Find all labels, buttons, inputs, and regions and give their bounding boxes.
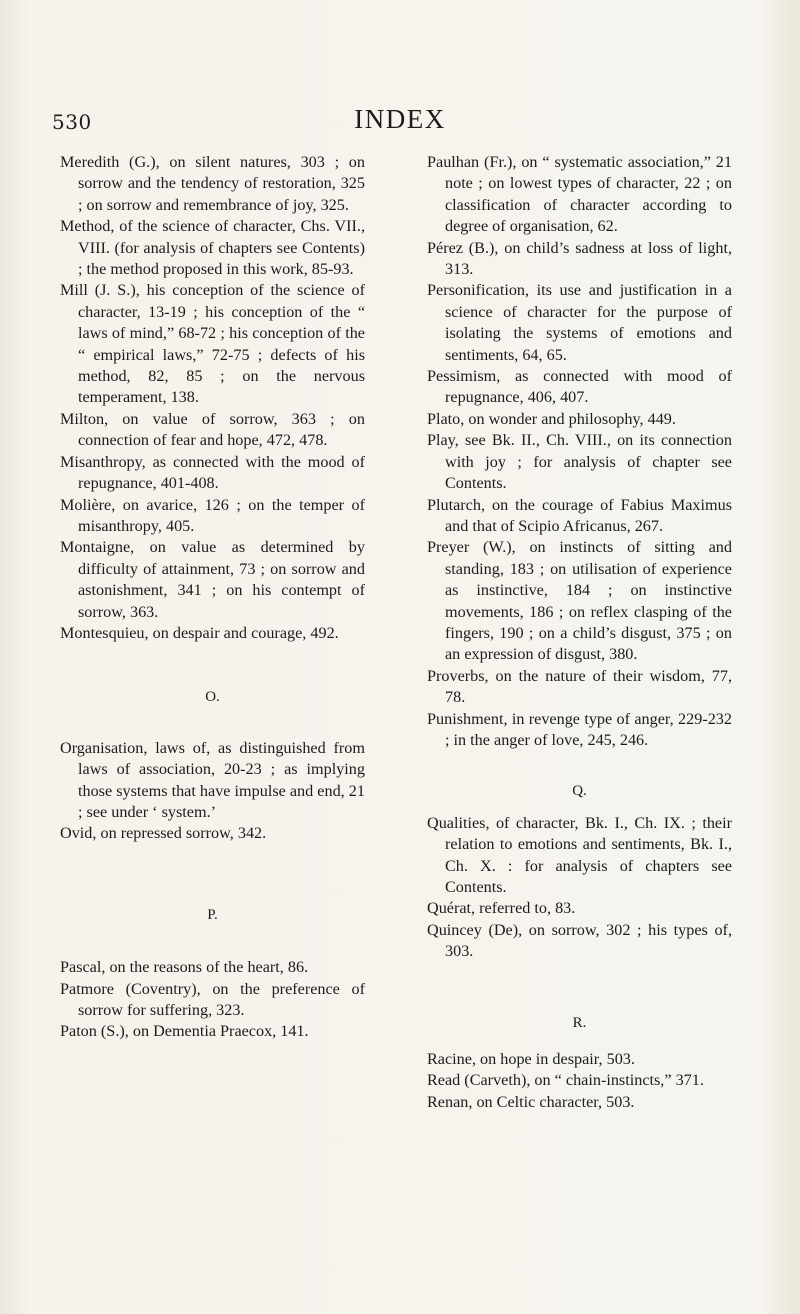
index-entry: Paulhan (Fr.), on “ systematic association,” 21 note ; on lowest types of character, 22 ; on classification of character according to degree of organisation, 62. [427,153,732,236]
index-entry: Punishment, in revenge type of anger, 229-232 ; in the anger of love, 245, 246. [427,709,732,749]
index-entry: Montesquieu, on despair and courage, 492. [60,623,339,642]
index-entry: Plato, on wonder and philosophy, 449. [427,409,676,428]
index-entry: Misanthropy, as connected with the mood of repugnance, 401-408. [60,452,365,493]
page-number: 530 [52,110,92,134]
page-header [0,104,800,140]
index-entry: Quérat, referred to, 83. [427,899,576,918]
index-entry: Montaigne, on value as determined by difficulty of attainment, 73 ; on sorrow and astonishment, 341 ; on his contempt of sorrow, 363. [60,538,365,621]
section-letter-p: P. [207,906,218,923]
index-entry: Molière, on avarice, 126 ; on the temper of misanthropy, 405. [60,495,365,535]
index-entry: Preyer (W.), on instincts of sitting and standing, 183 ; on utilisation of experience as instinctive, 184 ; on instinctive movements, 186 ; on reflex clasping of the fingers, 190 ; on a child’s disgust, 375 ; on an expression of disgust, 380. [427,538,732,664]
index-entry: Read (Carveth), on “ chain-instincts,” 371. [427,1071,704,1090]
index-entry: Ovid, on repressed sorrow, 342. [60,824,267,843]
index-entry: Proverbs, on the nature of their wisdom, 77, 78. [427,666,732,707]
index-entry: Method, of the science of character, Chs. VII., VIII. (for analysis of chapters see Contents) ; the method proposed in this work, 85-93. [60,217,365,279]
index-entry: Play, see Bk. II., Ch. VIII., on its connection with joy ; for analysis of chapter see Contents. [427,431,732,493]
index-entry: Personification, its use and justification in a science of character for the purpose of isolating the systems of emotions and sentiments, 64, 65. [427,281,732,364]
index-entry: Pascal, on the reasons of the heart, 86. [60,958,309,977]
index-entry: Pérez (B.), on child’s sadness at loss of light, 313. [427,238,732,279]
index-entry: Pessimism, as connected with mood of repugnance, 406, 407. [427,367,732,407]
page-title: INDEX [354,104,446,134]
index-entry: Organisation, laws of, as distinguished from laws of association, 20-23 ; as implying those systems that have impulse and end, 21 ; see under ‘ system.’ [60,738,365,821]
index-entry: Quincey (De), on sorrow, 302 ; his types of, 303. [427,920,732,961]
index-entry: Racine, on hope in despair, 503. [427,1050,635,1069]
index-entry: Mill (J. S.), his conception of the science of character, 13-19 ; his conception of the “ laws of mind,” 68-72 ; his conception of the “ empirical laws,” 72-75 ; defects of his method, 82, 85 ; on the nervous temperament, 138. [60,281,365,407]
left-column [60,152,365,1043]
index-entry: Qualities, of character, Bk. I., Ch. IX. ; their relation to emotions and sentiments, Bk. I., Ch. X. : for analysis of chapters see Contents. [427,813,732,896]
index-entry: Plutarch, on the courage of Fabius Maximus and that of Scipio Africanus, 267. [427,495,732,535]
index-entry: Renan, on Celtic character, 503. [427,1092,635,1111]
section-letter-r: R. [572,1014,587,1031]
index-entry: Milton, on value of sorrow, 363 ; on connection of fear and hope, 472, 478. [60,409,365,450]
index-entry: Meredith (G.), on silent natures, 303 ; on sorrow and the tendency of restoration, 325 ; on sorrow and remembrance of joy, 325. [60,153,365,214]
right-column [427,152,732,1113]
index-entry: Paton (S.), on Dementia Praecox, 141. [60,1022,309,1041]
section-letter-q: Q. [572,783,587,800]
section-letter-o: O. [205,689,220,706]
index-entry: Patmore (Coventry), on the preference of sorrow for suffering, 323. [60,979,365,1019]
